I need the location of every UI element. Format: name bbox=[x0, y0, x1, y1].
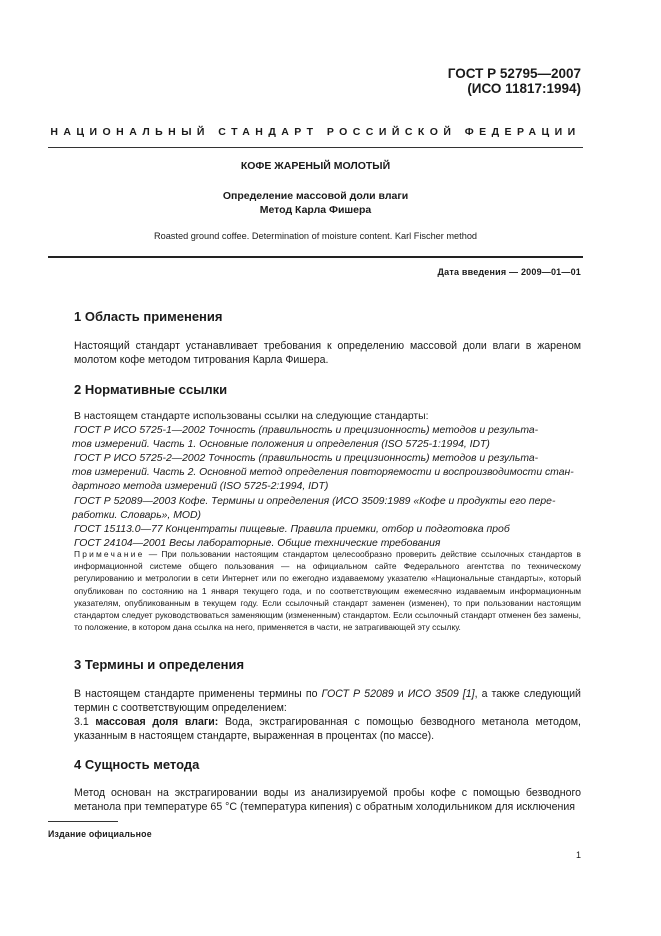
english-title: Roasted ground coffee. Determination of moisture content. Karl Fischer method bbox=[153, 231, 478, 241]
national-standard-banner: НАЦИОНАЛЬНЫЙ СТАНДАРТ РОССИЙСКОЙ ФЕДЕРАЦИИ bbox=[50, 126, 581, 138]
section-2-heading: 2 Нормативные ссылки bbox=[74, 382, 228, 397]
definition-text: Вода, экстрагированная с помощью безводного метанола методом, указанным в настоящем стандарте, выраженная в процентах (по массе). bbox=[74, 716, 581, 743]
subtitle-line-2: Метод Карла Фишера bbox=[259, 204, 372, 216]
reference-line: ГОСТ Р 52089—2003 Кофе. Термины и определения (ИСО 3509:1989 «Кофе и продукты его пере- bbox=[74, 495, 556, 507]
reference-line: ГОСТ 24104—2001 Весы лабораторные. Общие технические требования bbox=[74, 537, 441, 549]
note-label: Примечание bbox=[74, 549, 145, 559]
section-3-text-a: В настоящем стандарте применены термины по bbox=[74, 688, 318, 700]
section-4-paragraph: Метод основан на экстрагировании воды из анализируемой пробы кофе с помощью безводного метанола при температуре 65 °С (температура кипения) с обратным холодильником для исключения bbox=[74, 787, 581, 814]
definition-number: 3.1 bbox=[74, 716, 89, 728]
references-note bbox=[74, 548, 581, 633]
reference-line: тов измерений. Часть 2. Основной метод определения повторяемости и воспроизводимости стан- bbox=[72, 467, 574, 479]
reference-line: ГОСТ Р ИСО 5725-2—2002 Точность (правильность и прецизионность) методов и результа- bbox=[74, 453, 539, 465]
note-text: — При пользовании настоящим стандартом целесообразно проверить действие ссылочных стандартов в информационной системе общего пользования — на официальном сайте Федерального агентства по техническому регулированию и метрологии в сети Интернет или по ежегодно издаваемому указателю «Национальные стандарты», который опубликован по состоянию на 1 января текущего года, и по соответствующим ежемесячно издаваемым информационным указателям, опубликованным в текущем году. Если ссылочный стандарт заменен (изменен), то при пользовании настоящим стандартом следует руководствоваться заменяющим (измененным) стандартом. Если ссылочный стандарт отменен без замены, то положение, в котором дана ссылка на него, применяется в части, не затрагивающей эту ссылку. bbox=[74, 549, 582, 633]
reference-line: ГОСТ 15113.0—77 Концентраты пищевые. Правила приемки, отбор и подготовка проб bbox=[74, 523, 510, 535]
section-3-text-b: и bbox=[397, 688, 404, 700]
header-divider bbox=[48, 147, 583, 148]
section-3-ref-iso: ИСО 3509 [1] bbox=[407, 688, 475, 700]
subtitle-line-1: Определение массовой доли влаги bbox=[222, 190, 409, 202]
definition-3-1 bbox=[74, 715, 581, 743]
section-3-text bbox=[74, 687, 581, 715]
definition-term: массовая доля влаги: bbox=[95, 716, 219, 728]
standard-number-block bbox=[448, 66, 581, 96]
reference-line: дартного метода измерений (ISO 5725-2:1994, IDT) bbox=[72, 481, 329, 493]
section-3-heading: 3 Термины и определения bbox=[74, 657, 245, 672]
section-4-heading: 4 Сущность метода bbox=[74, 757, 200, 772]
document-subtitle bbox=[48, 189, 583, 217]
reference-line: тов измерений. Часть 1. Основные положения и определения (ISO 5725-1:1994, IDT) bbox=[72, 439, 490, 451]
reference-line: работки. Словарь», MOD) bbox=[72, 509, 201, 521]
intro-date-label: Дата введения bbox=[437, 267, 507, 277]
page-number: 1 bbox=[575, 850, 581, 860]
section-4-text bbox=[74, 786, 581, 814]
references-intro: В настоящем стандарте использованы ссылки на следующие стандарты: bbox=[74, 411, 429, 422]
edition-label: Издание официальное bbox=[48, 829, 152, 839]
section-1-heading: 1 Область применения bbox=[74, 309, 223, 324]
footer-divider bbox=[48, 821, 118, 822]
title-divider bbox=[48, 256, 583, 258]
section-1-paragraph: Настоящий стандарт устанавливает требования к определению массовой доли влаги в жареном молотом кофе методом титрования Карла Фишера. bbox=[74, 340, 581, 367]
section-3-ref-gost: ГОСТ Р 52089 bbox=[321, 688, 394, 700]
section-1-text bbox=[74, 339, 581, 367]
reference-line: ГОСТ Р ИСО 5725-1—2002 Точность (правильность и прецизионность) методов и результа- bbox=[74, 425, 539, 437]
standard-number: ГОСТ Р 52795—2007 bbox=[447, 66, 581, 81]
introduction-date bbox=[438, 267, 581, 277]
document-title: КОФЕ ЖАРЕНЫЙ МОЛОТЫЙ bbox=[240, 160, 391, 172]
iso-number: (ИСО 11817:1994) bbox=[467, 81, 581, 96]
section-3-text-c: , а также следующий термин с соответствующим определением: bbox=[74, 688, 581, 715]
intro-date-value: — 2009—01—01 bbox=[509, 267, 581, 277]
references-block bbox=[74, 410, 581, 551]
